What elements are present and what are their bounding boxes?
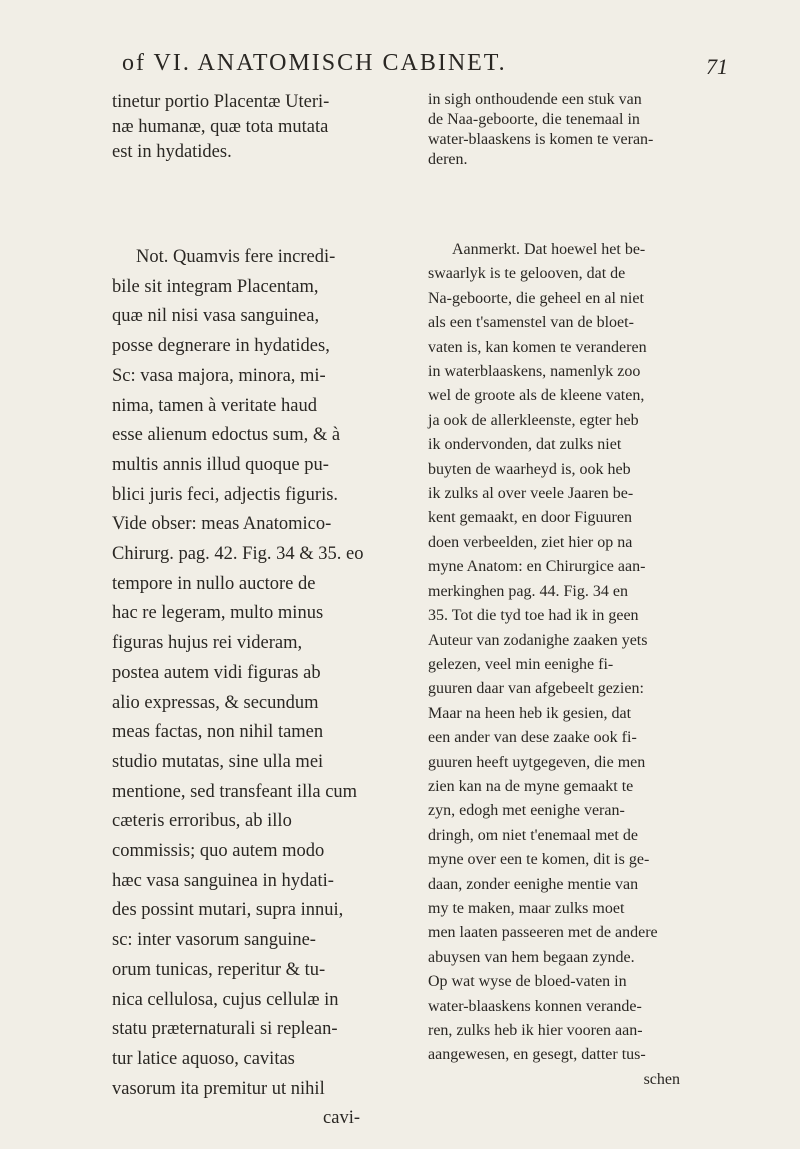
dutch-text-line: wel de groote als de kleene vaten,: [428, 387, 645, 405]
latin-text-line: vasorum ita premitur ut nihil: [112, 1078, 325, 1099]
dutch-intro: [428, 90, 688, 170]
latin-text-line: orum tunicas, reperitur & tu-: [112, 959, 326, 980]
dutch-text-line: dringh, om niet t'enemaal met de: [428, 826, 638, 844]
dutch-text-line: kent gemaakt, en door Figuuren: [428, 509, 632, 527]
dutch-text-line: ja ook de allerkleenste, egter heb: [428, 411, 639, 429]
dutch-text-line: my te maken, maar zulks moet: [428, 899, 625, 917]
latin-text-line: esse alienum edoctus sum, & à: [112, 425, 341, 446]
dutch-text-line: Maar na heen heb ik gesien, dat: [428, 704, 632, 722]
dutch-text-line: vaten is, kan komen te veranderen: [428, 338, 647, 356]
dutch-text-line: in waterblaaskens, namenlyk zoo: [428, 363, 641, 381]
latin-text-line: hæc vasa sanguinea in hydati-: [112, 870, 334, 891]
dutch-text-line: ren, zulks heb ik hier vooren aan-: [428, 1022, 643, 1039]
latin-text-line: alio expressas, & secundum: [112, 692, 319, 713]
dutch-text-line: gelezen, veel min eenighe fi-: [428, 655, 614, 673]
dutch-text-line: zien kan na de myne gemaakt te: [428, 777, 634, 795]
dutch-text-line: ik zulks al over veele Jaaren be-: [428, 485, 634, 503]
latin-text-line: sc: inter vasorum sanguine-: [112, 930, 316, 951]
latin-text-line: studio mutatas, sine ulla mei: [112, 751, 324, 772]
dutch-text-line: de Naa-geboorte, die tenemaal in: [428, 111, 640, 128]
dutch-text-line: Auteur van zodanighe zaaken yets: [428, 631, 648, 649]
dutch-text-line: als een t'samenstel van de bloet-: [428, 314, 634, 332]
page-number: 71: [706, 54, 728, 79]
latin-text-line: meas factas, non nihil tamen: [112, 722, 324, 743]
latin-text-line: statu præternaturali si replean-: [112, 1019, 338, 1040]
latin-text-line: multis annis illud quoque pu-: [112, 454, 329, 475]
dutch-text-line: deren.: [428, 151, 468, 168]
latin-text-line: est in hydatides.: [112, 142, 232, 162]
dutch-text-line: in sigh onthoudende een stuk van: [428, 91, 642, 108]
dutch-text-line: swaarlyk is te gelooven, dat de: [428, 265, 626, 283]
dutch-text-line: daan, zonder eenighe mentie van: [428, 875, 639, 893]
dutch-text-line: guuren heeft uytgegeven, die men: [428, 753, 646, 771]
dutch-text-line: abuysen van hem begaan zynde.: [428, 948, 635, 966]
latin-text-line: Chirurg. pag. 42. Fig. 34 & 35. eo: [112, 544, 364, 565]
latin-text-line: hac re legeram, multo minus: [112, 603, 324, 624]
latin-text-line: Not. Quamvis fere incredi-: [136, 247, 336, 267]
dutch-text-line: Aanmerkt. Dat hoewel het be-: [452, 241, 646, 258]
dutch-text-line: doen verbeelden, ziet hier op na: [428, 533, 633, 551]
latin-text-line: mentione, sed transfeant illa cum: [112, 781, 358, 802]
latin-text-line: Sc: vasa majora, minora, mi-: [112, 365, 326, 386]
latin-text-line: tur latice aquoso, cavitas: [112, 1048, 295, 1069]
dutch-text-line: myne Anatom: en Chirurgice aan-: [428, 558, 646, 576]
dutch-text-line: buyten de waarheyd is, ook heb: [428, 460, 631, 478]
dutch-text-line: guuren daar van afgebeelt gezien:: [428, 680, 644, 698]
latin-text-line: bile sit integram Placentam,: [112, 276, 319, 297]
dutch-text-line: merkinghen pag. 44. Fig. 34 en: [428, 582, 628, 600]
latin-text-line: tempore in nullo auctore de: [112, 573, 316, 594]
latin-note: [112, 243, 368, 1134]
dutch-text-line: zyn, edogh met eenighe veran-: [428, 802, 625, 820]
latin-text-line: Vide obser: meas Anatomico-: [112, 514, 332, 535]
dutch-text-line: 35. Tot die tyd toe had ik in geen: [428, 607, 639, 625]
latin-text-line: nica cellulosa, cujus cellulæ in: [112, 989, 339, 1010]
header-title: of VI. ANATOMISCH CABINET.: [122, 50, 507, 76]
latin-text-line: blici juris feci, adjectis figuris.: [112, 484, 339, 505]
dutch-text-line: ik ondervonden, dat zulks niet: [428, 436, 622, 454]
catchword: cavi-: [323, 1108, 360, 1129]
dutch-text-line: een ander van dese zaake ook fi-: [428, 729, 637, 747]
dutch-text-line: water-blaaskens konnen verande-: [428, 997, 642, 1015]
latin-text-line: commissis; quo autem modo: [112, 841, 325, 862]
latin-text-line: tinetur portio Placentæ Uteri-: [112, 92, 330, 112]
dutch-text-line: Na-geboorte, die geheel en al niet: [428, 289, 644, 307]
latin-text-line: des possint mutari, supra innui,: [112, 900, 344, 921]
latin-text-line: nima, tamen à veritate haud: [112, 395, 317, 416]
running-header: [0, 44, 800, 84]
latin-text-line: næ humanæ, quæ tota mutata: [112, 117, 329, 137]
dutch-text-line: men laaten passeeren met de andere: [428, 924, 658, 942]
latin-text-line: quæ nil nisi vasa sanguinea,: [112, 306, 320, 327]
latin-text-line: figuras hujus rei videram,: [112, 633, 303, 654]
latin-intro: [112, 90, 368, 165]
dutch-text-line: myne over een te komen, dit is ge-: [428, 851, 650, 869]
latin-text-line: cæteris erroribus, ab illo: [112, 811, 292, 832]
dutch-note: [428, 238, 688, 1092]
dutch-text-line: Op wat wyse de bloed-vaten in: [428, 973, 627, 991]
latin-text-line: postea autem vidi figuras ab: [112, 662, 321, 683]
dutch-text-line: aangewesen, en gesegt, datter tus-: [428, 1046, 646, 1064]
dutch-text-line: water-blaaskens is komen te veran-: [428, 131, 654, 148]
catchword: schen: [643, 1070, 680, 1088]
latin-text-line: posse degnerare in hydatides,: [112, 336, 330, 357]
